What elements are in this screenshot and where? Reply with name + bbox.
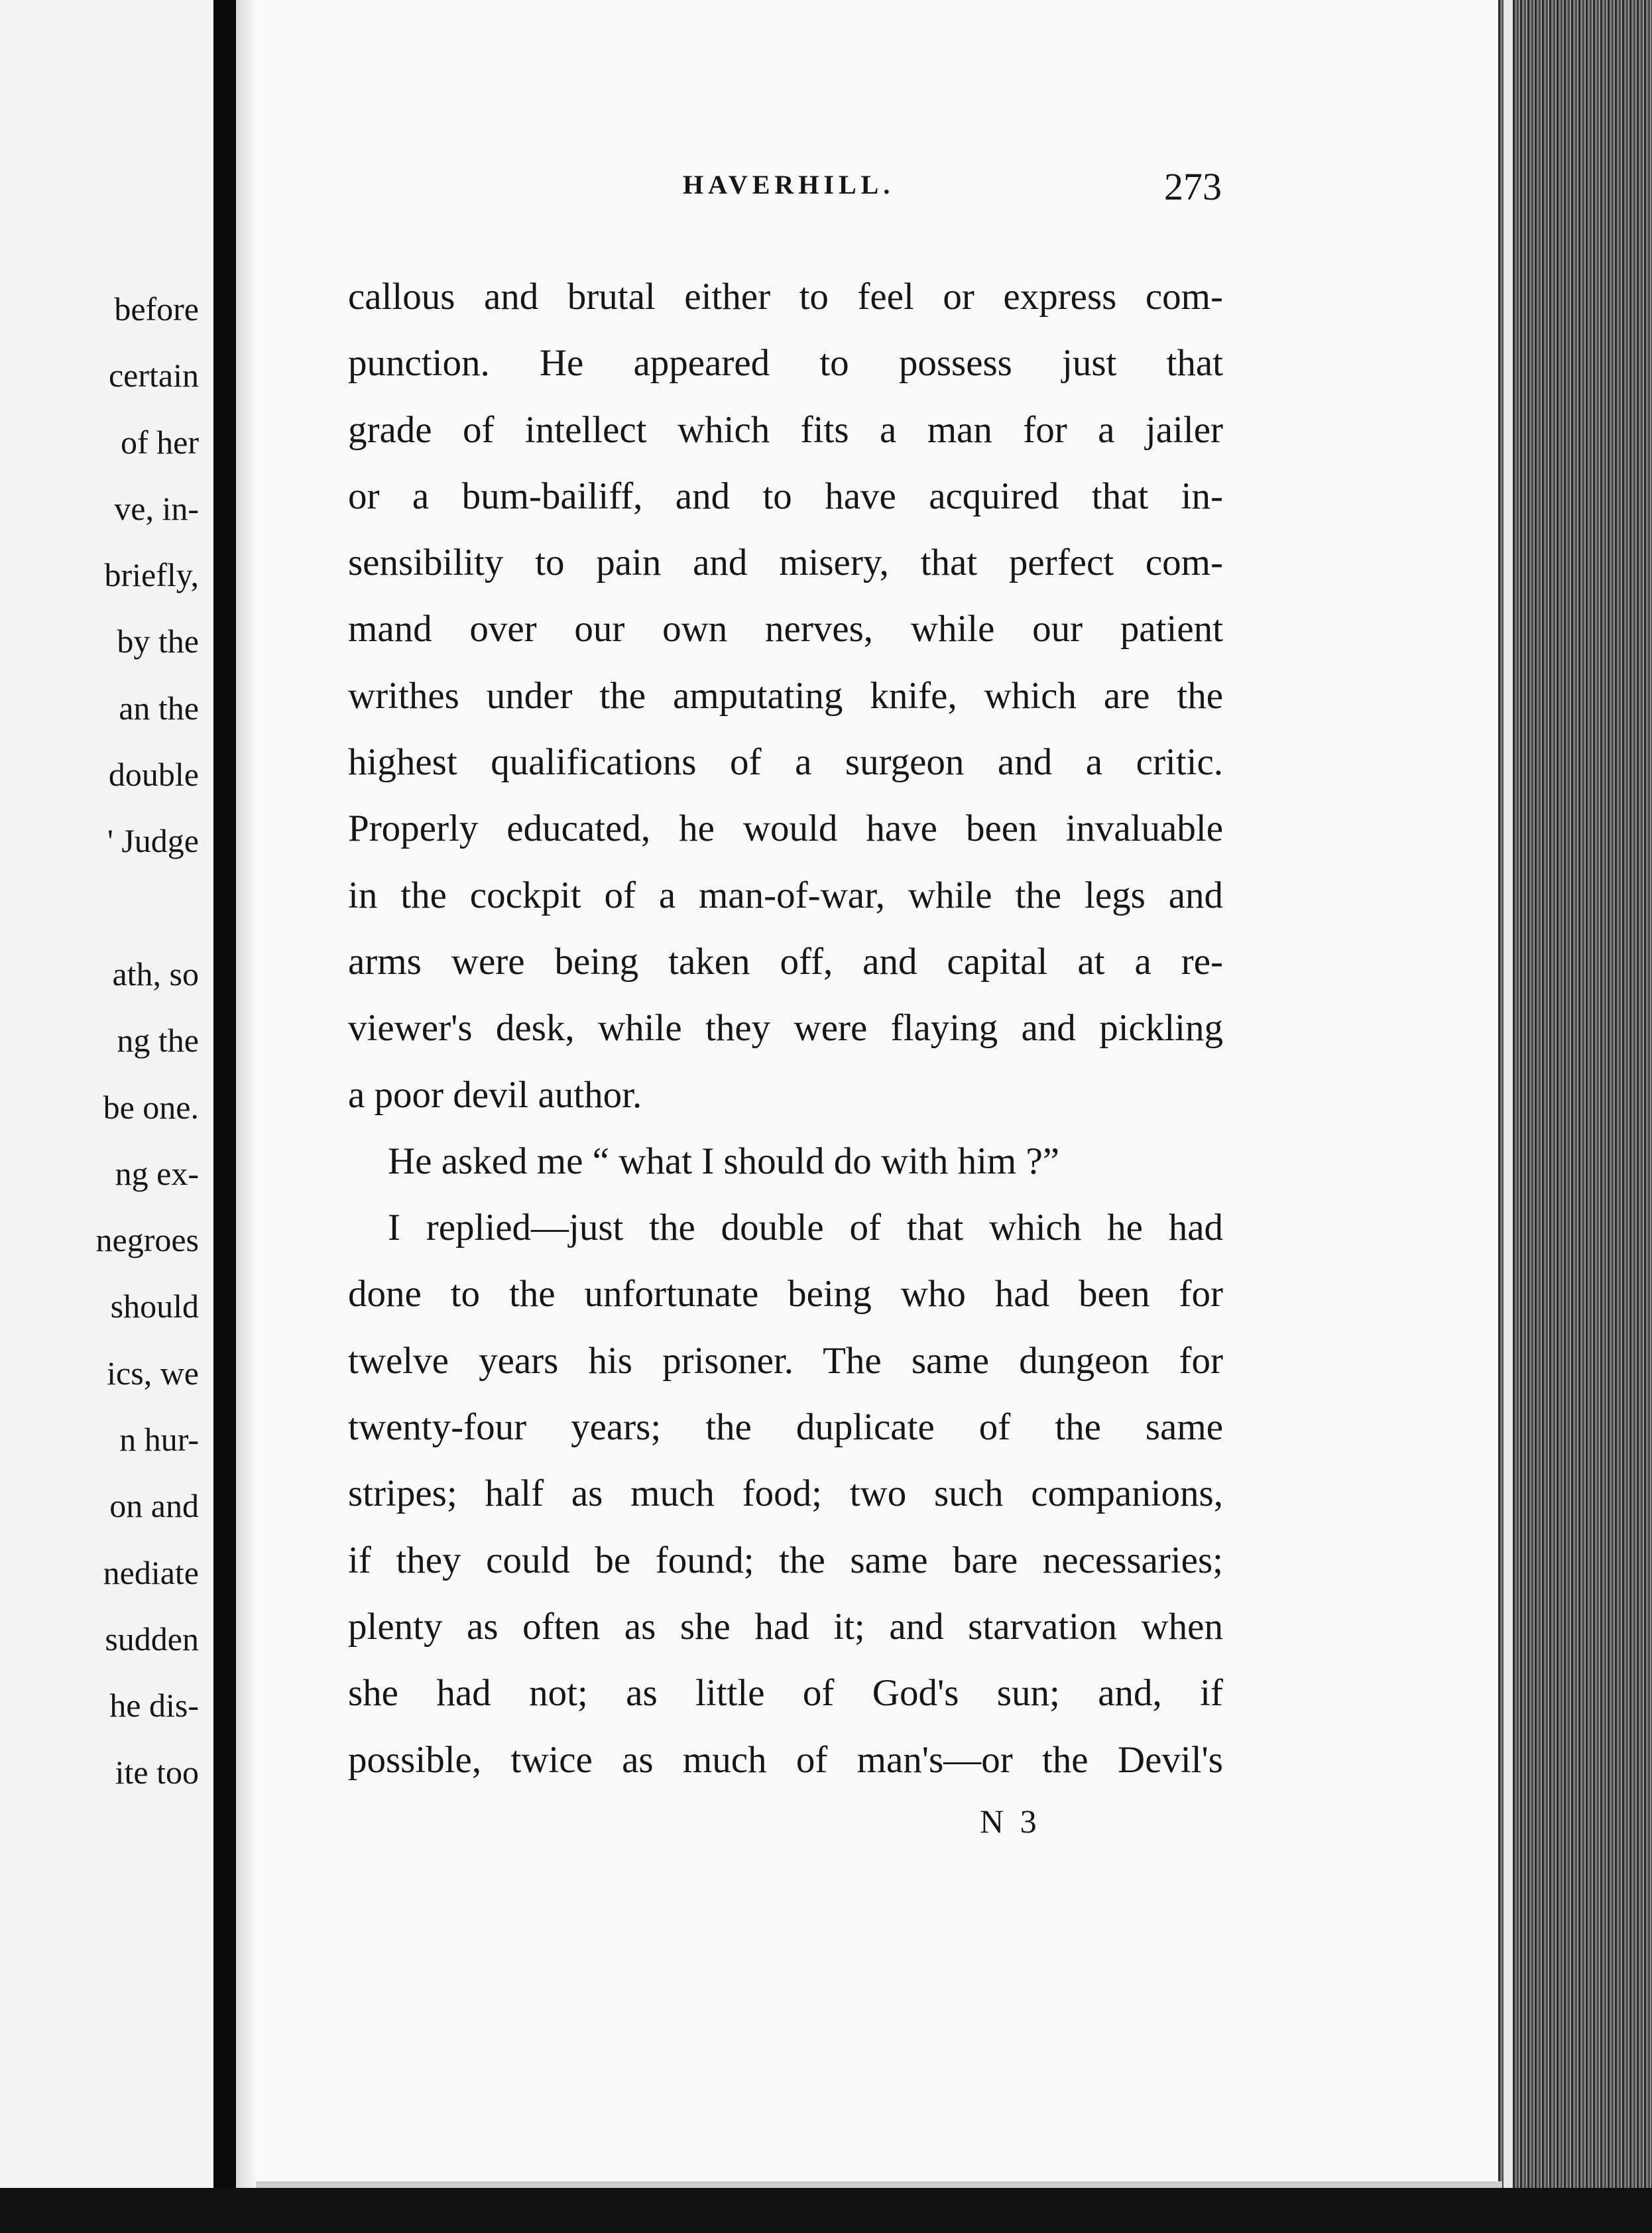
text-line: writhes under the amputating knife, which are the: [348, 674, 1223, 717]
facing-line: ics, we: [107, 1354, 199, 1392]
facing-line: on and: [109, 1487, 199, 1525]
facing-line: ' Judge: [107, 822, 199, 860]
text-line: arms were being taken off, and capital at a re-: [348, 940, 1223, 983]
text-line: grade of intellect which fits a man for a jailer: [348, 408, 1223, 451]
text-line: stripes; half as much food; two such companions,: [348, 1473, 1223, 1515]
facing-line: ng ex-: [115, 1154, 199, 1192]
text-line: twelve years his prisoner. The same dungeon for: [348, 1339, 1223, 1382]
text-line: viewer's desk, while they were flaying and pickling: [348, 1007, 1223, 1050]
facing-line: he dis-: [109, 1687, 199, 1724]
text-line: plenty as often as she had it; and starvation when: [348, 1605, 1223, 1648]
facing-line: should: [110, 1288, 199, 1325]
signature-mark: N 3: [980, 1803, 1041, 1840]
gutter-shadow: [236, 0, 256, 2233]
text-line: a poor devil author.: [348, 1073, 642, 1116]
facing-line: ng the: [117, 1022, 199, 1059]
facing-line: briefly,: [104, 556, 199, 594]
facing-line: ve, in-: [114, 489, 199, 527]
text-line: or a bum-bailiff, and to have acquired that in-: [348, 475, 1223, 517]
text-line: mand over our own nerves, while our patient: [348, 608, 1223, 650]
facing-line: negroes: [95, 1221, 199, 1259]
running-head: HAVERHILL.: [683, 170, 895, 200]
facing-line: be one.: [103, 1088, 199, 1126]
facing-line: nediate: [103, 1553, 199, 1591]
facing-page-fragment: [0, 0, 211, 2233]
text-line: possible, twice as much of man's—or the Devil's: [348, 1738, 1223, 1781]
text-line: sensibility to pain and misery, that perfect com-: [348, 542, 1223, 584]
text-line: she had not; as little of God's sun; and, if: [348, 1672, 1223, 1715]
text-line: He asked me “ what I should do with him ?”: [388, 1140, 1060, 1182]
text-line: punction. He appeared to possess just that: [348, 342, 1223, 385]
facing-line: ath, so: [112, 955, 199, 993]
facing-line-gap: [0, 875, 199, 941]
bottom-shadow: [0, 2188, 1652, 2233]
facing-page-text: [0, 276, 199, 1805]
text-line: if they could be found; the same bare necessaries;: [348, 1539, 1223, 1581]
text-line: I replied—just the double of that which he had: [388, 1207, 1223, 1249]
page-number: 273: [1164, 165, 1222, 208]
facing-line: certain: [108, 357, 199, 394]
facing-line: before: [114, 290, 199, 328]
text-line: in the cockpit of a man-of-war, while the legs and: [348, 874, 1223, 916]
text-line: callous and brutal either to feel or express com-: [348, 276, 1223, 318]
text-line: twenty-four years; the duplicate of the same: [348, 1406, 1223, 1449]
book-gutter: [213, 0, 236, 2233]
page-edge-highlight: [1504, 0, 1513, 2233]
page-edges: [1498, 0, 1652, 2233]
facing-line: by the: [117, 623, 199, 660]
text-line: done to the unfortunate being who had been for: [348, 1273, 1223, 1315]
facing-line: ite too: [115, 1753, 199, 1791]
facing-line: an the: [119, 689, 199, 727]
text-line: highest qualifications of a surgeon and a critic.: [348, 741, 1223, 784]
text-line: Properly educated, he would have been invaluable: [348, 808, 1223, 850]
facing-line: n hur-: [119, 1421, 199, 1459]
facing-line: double: [108, 756, 199, 794]
facing-line: sudden: [105, 1620, 199, 1658]
body-text: [348, 264, 1223, 1793]
facing-line: of her: [121, 423, 199, 461]
